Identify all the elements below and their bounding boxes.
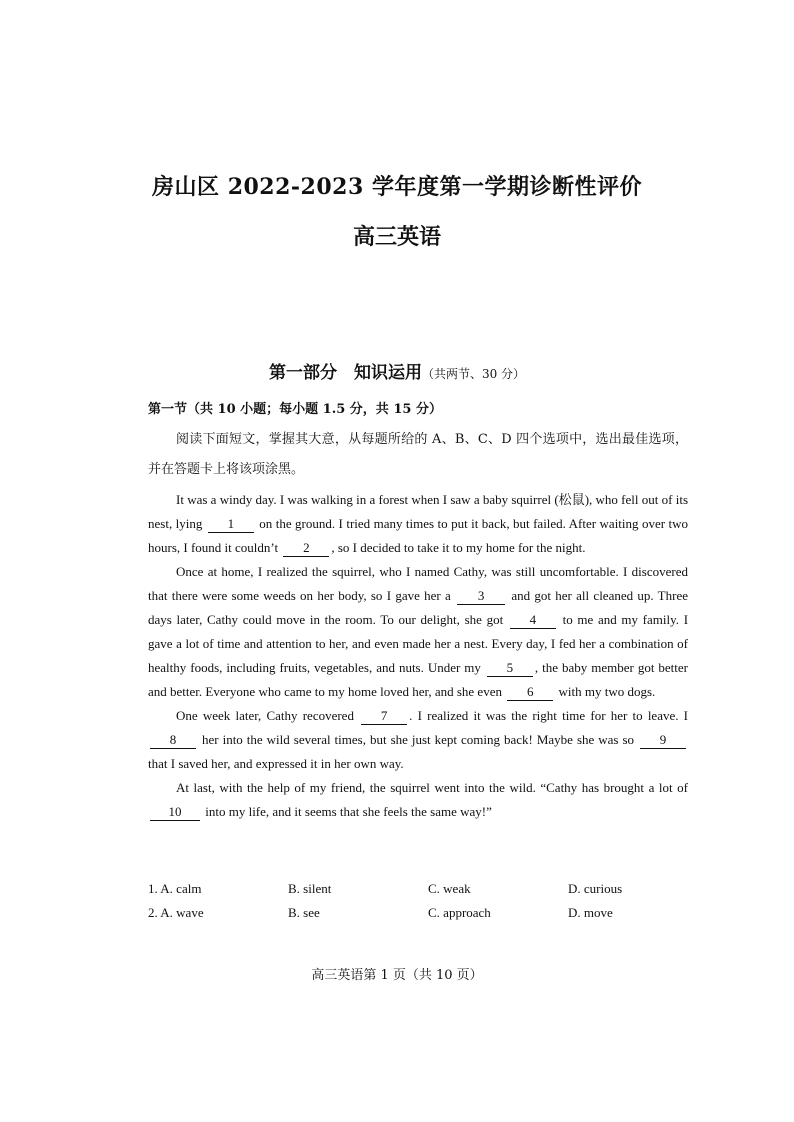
blank-3: 3 — [457, 588, 505, 605]
part-note: （共两节、30 分） — [421, 367, 526, 381]
instruction-block — [148, 425, 688, 485]
part-title: 第一部分 知识运用 — [268, 363, 422, 383]
section-heading: 第一节（共 10 小题；每小题 1.5 分，共 15 分） — [148, 402, 442, 417]
option-b[interactable]: B. see — [288, 905, 320, 920]
question-row — [148, 881, 708, 905]
option-d[interactable]: D. move — [568, 905, 613, 920]
blank-8: 8 — [150, 732, 196, 749]
blank-9: 9 — [640, 732, 686, 749]
text-span: . I realized it was the right time for her to leave. I — [409, 708, 689, 723]
instruction-text: 阅读下面短文，掌握其大意，从每题所给的 A、B、C、D 四个选项中，选出最佳选项，并在答题卡上将该项涂黑。 — [148, 432, 688, 477]
blank-2: 2 — [283, 540, 329, 557]
question-options — [148, 881, 708, 929]
blank-7: 7 — [361, 708, 407, 725]
text-span: , so I decided to take it to my home for the night. — [331, 540, 586, 555]
text-span: into my life, and it seems that she feels the same way!” — [205, 804, 492, 819]
question-row — [148, 905, 708, 929]
blank-10: 10 — [150, 804, 200, 821]
text-span: and got her all cleaned up. Three days later, Cathy could move in the room. To our delight, she got — [148, 588, 688, 627]
exam-title: 房山区 2022-2023 学年度第一学期诊断性评价 — [152, 174, 642, 200]
option-c[interactable]: C. approach — [428, 905, 491, 920]
text-span: , the baby member got better and better. Everyone who came to my home loved her, and she even — [148, 660, 689, 699]
text-span: Once at home, I realized the squirrel, who I named Cathy, was still uncomfortable. I discovered that there were some weeds on her body, so I gave her a — [148, 564, 688, 603]
blank-6: 6 — [507, 684, 553, 701]
option-a[interactable]: 2. A. wave — [148, 905, 204, 920]
paragraph-1 — [148, 488, 688, 560]
text-span: One week later, Cathy recovered — [176, 708, 354, 723]
option-a[interactable]: 1. A. calm — [148, 881, 202, 896]
blank-4: 4 — [510, 612, 556, 629]
text-span: that I saved her, and expressed it in her own way. — [148, 756, 404, 771]
part-heading — [0, 358, 794, 383]
text-span: It was a windy day. I was walking in a forest when I saw a baby squirrel (松鼠), who fell out of its nest, lying — [148, 492, 688, 531]
option-d[interactable]: D. curious — [568, 881, 623, 896]
text-span: her into the wild several times, but she just kept coming back! Maybe she was so — [202, 732, 635, 747]
cloze-passage — [148, 488, 688, 824]
paragraph-2 — [148, 560, 688, 704]
paragraph-3 — [148, 704, 688, 776]
text-span: to me and my family. I gave a lot of time and attention to her, and even made her a nest. Every day, I fed her a combination of healthy foods, including fruits, vegetables, and nuts. Under my — [148, 612, 689, 675]
option-b[interactable]: B. silent — [288, 881, 332, 896]
option-c[interactable]: C. weak — [428, 881, 471, 896]
blank-1: 1 — [208, 516, 254, 533]
blank-5: 5 — [487, 660, 533, 677]
text-span: with my two dogs. — [558, 684, 656, 699]
text-span: At last, with the help of my friend, the squirrel went into the wild. “Cathy has brought a lot of — [176, 780, 688, 795]
paragraph-4 — [148, 776, 688, 824]
subject-title: 高三英语 — [352, 224, 441, 250]
page-footer: 高三英语第 1 页（共 10 页） — [311, 968, 483, 983]
text-span: on the ground. I tried many times to put it back, but failed. After waiting over two hours, I found it couldn’t — [148, 516, 689, 555]
